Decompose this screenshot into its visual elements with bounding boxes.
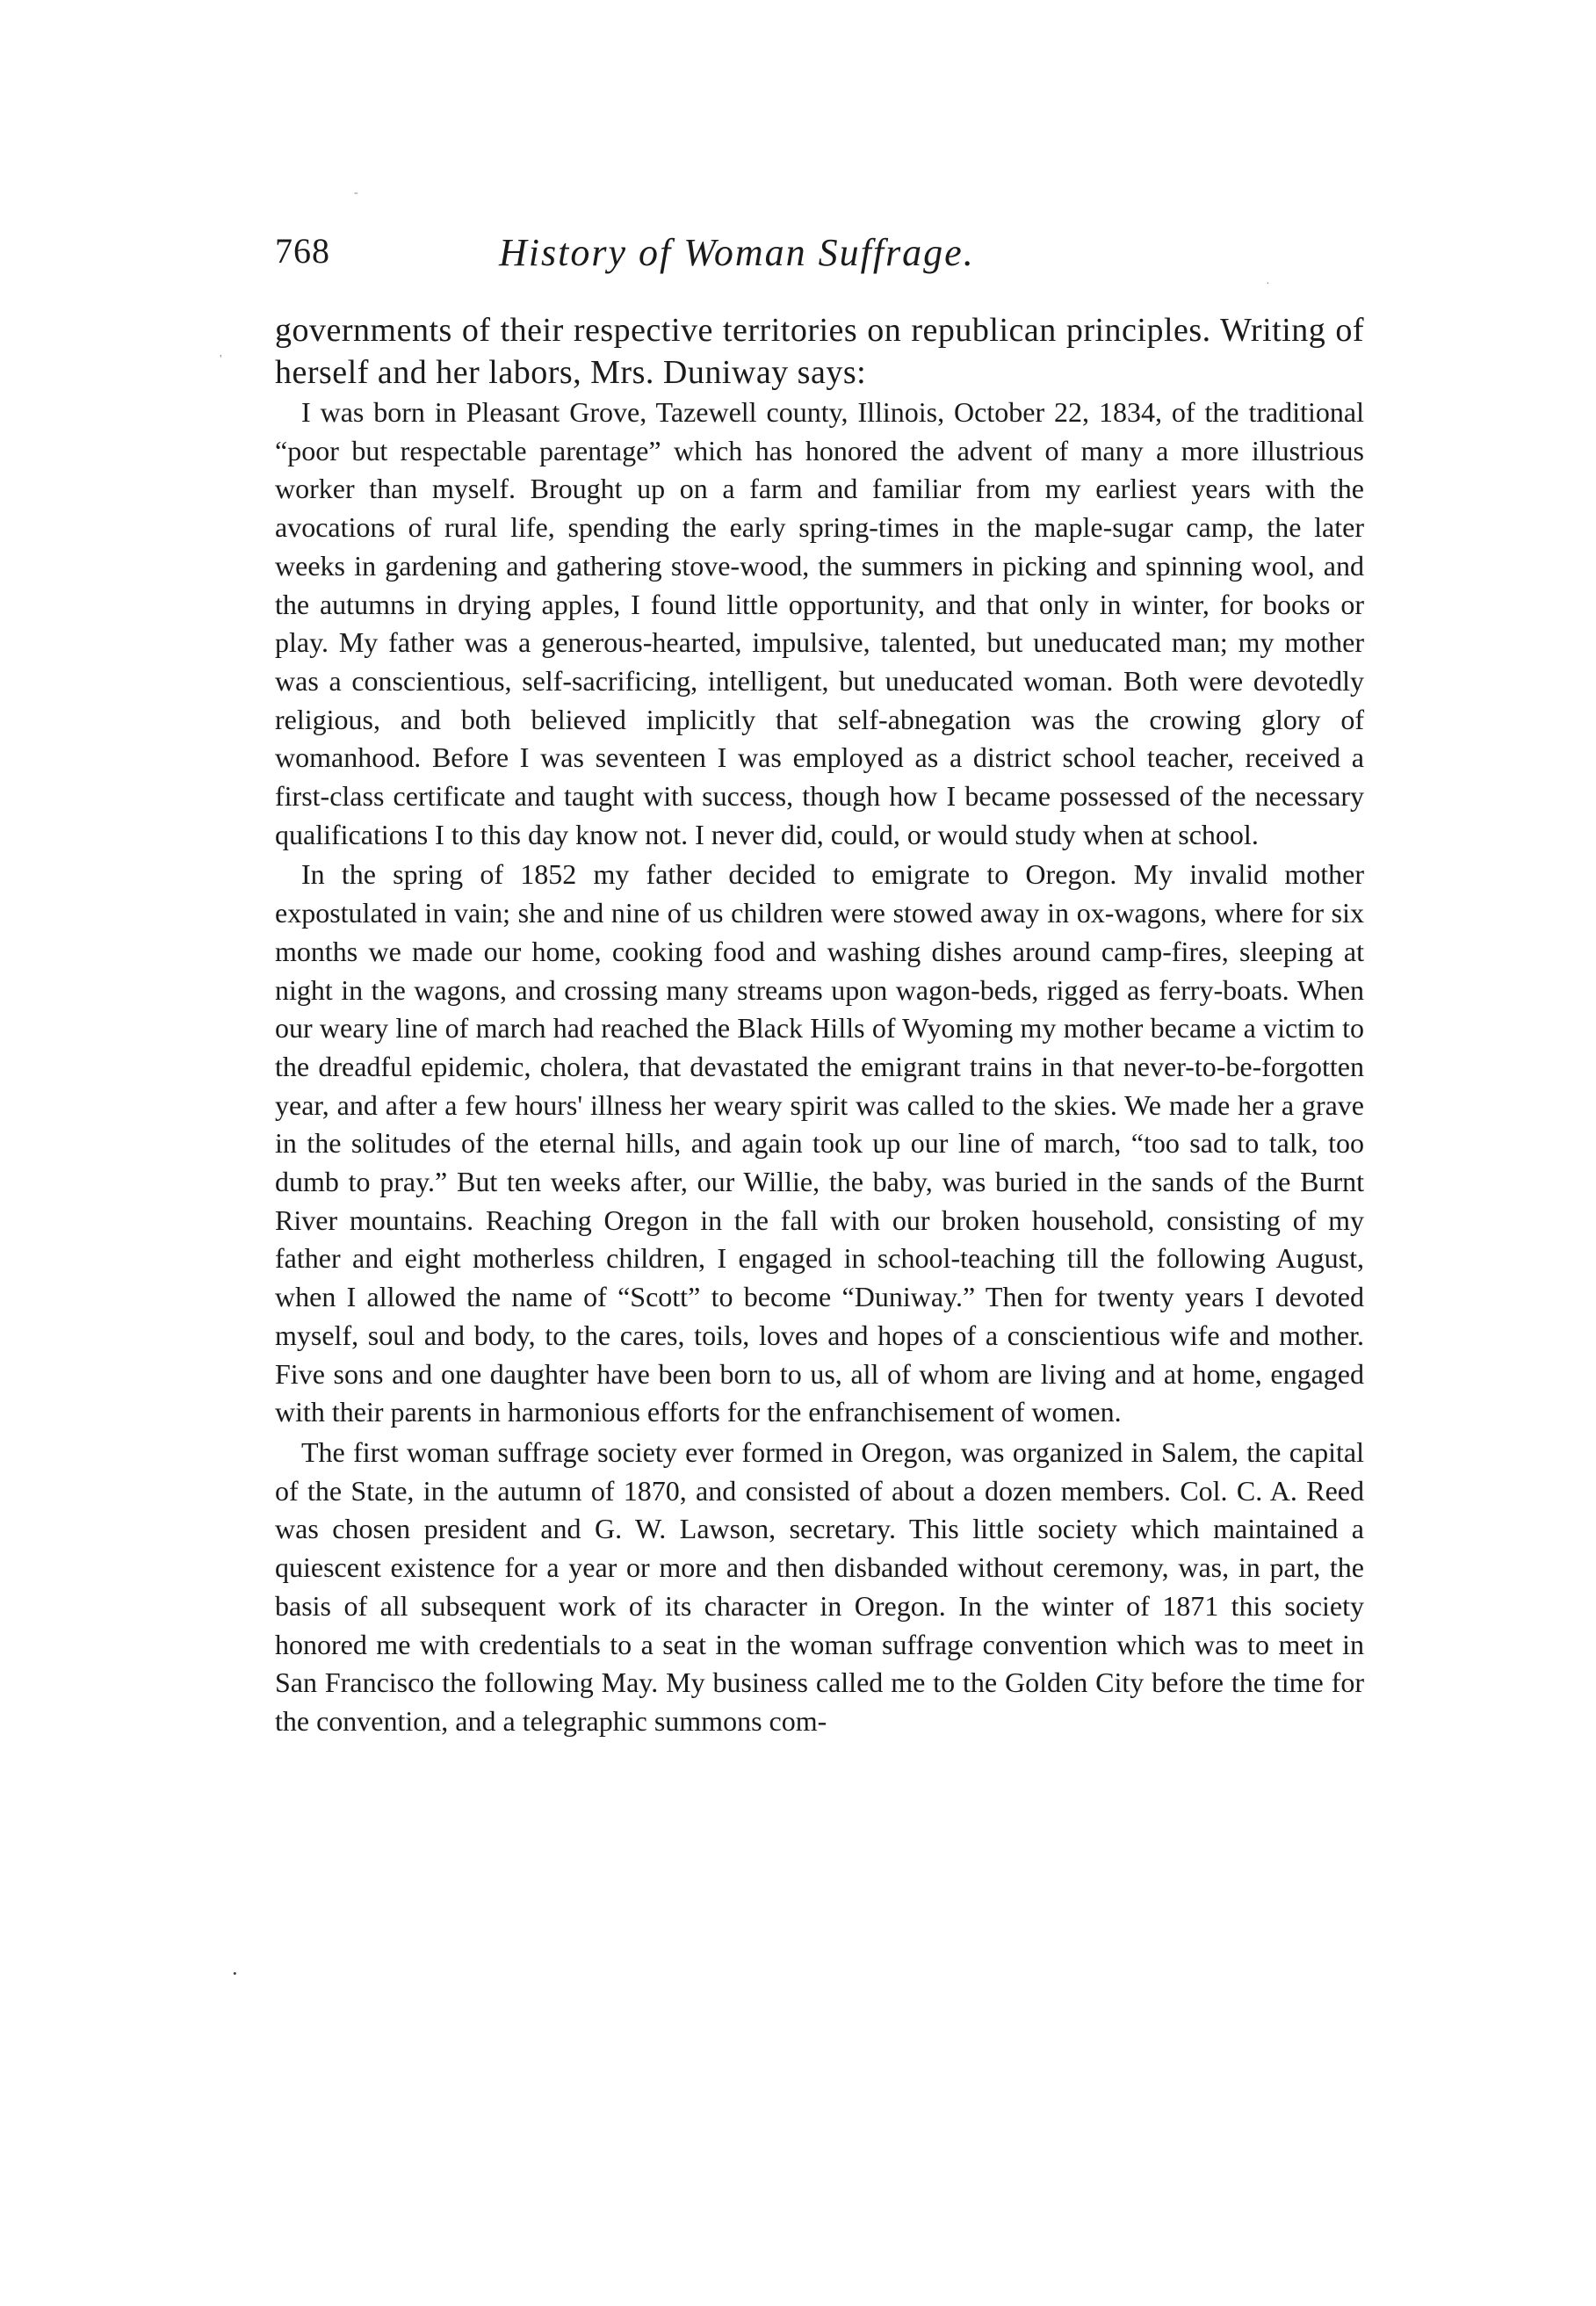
quote-paragraph-1: I was born in Pleasant Grove, Tazewell county, Illinois, October 22, 1834, of the traditional “poor but respectable parentage” which has honored the advent of many a more illustrious worker than myself. Brought up on a farm and familiar from my earliest years with the avocations of rural life, spending the early spring-times in the maple-sugar camp, the later weeks in gardening and gathering stove-wood, the summers in picking and spinning wool, and the autumns in drying apples, I found little opportunity, and that only in winter, for books or play. My father was a generous-hearted, impulsive, talented, but uneducated man; my mother was a conscientious, self-sacrificing, intelligent, but uneducated woman. Both were devotedly religious, and both believed implicitly that self-abnegation was the crowing glory of womanhood. Before I was seventeen I was employed as a district school teacher, received a first-class certificate and taught with success, though how I became possessed of the necessary qualifications I to this day know not. I never did, could, or would study when at school. — [275, 396, 1364, 850]
page-number: 768 — [275, 231, 330, 271]
running-head — [275, 230, 1364, 286]
ink-speck: · — [1266, 278, 1270, 291]
ink-speck: ' — [220, 353, 222, 366]
quote-paragraph-2: In the spring of 1852 my father decided to emigrate to Oregon. My invalid mother expostulated in vain; she and nine of us children were stowed away in ox-wagons, where for six months we made our home, cooking food and washing dishes around camp-fires, sleeping at night in the wagons, and crossing many streams upon wagon-beds, rigged as ferry-boats. When our weary line of march had reached the Black Hills of Wyoming my mother became a victim to the dreadful epidemic, cholera, that devastated the emigrant trains in that never-to-be-forgotten year, and after a few hours' illness her weary spirit was called to the skies. We made her a grave in the solitudes of the eternal hills, and again took up our line of march, “too sad to talk, too dumb to pray.” But ten weeks after, our Willie, the baby, was buried in the sands of the Burnt River mountains. Reaching Oregon in the fall with our broken household, consisting of my father and eight motherless children, I engaged in school-teaching till the following August, when I allowed the name of “Scott” to become “Duniway.” Then for twenty years I devoted myself, soul and body, to the cares, toils, loves and hopes of a conscientious wife and mother. Five sons and one daughter have been born to us, all of whom are living and at home, engaged with their parents in harmonious efforts for the enfranchisement of women. — [275, 858, 1364, 1428]
ink-speck: · — [231, 1961, 239, 1986]
running-title: History of Woman Suffrage. — [499, 231, 975, 274]
quote-paragraph-3: The first woman suffrage society ever formed in Oregon, was organized in Salem, the capital of the State, in the autumn of 1870, and consisted of about a dozen members. Col. C. A. Reed was chosen president and G. W. Lawson, secretary. This little society which maintained a quiescent existence for a year or more and then disbanded without ceremony, was, in part, the basis of all subsequent work of its character in Oregon. In the winter of 1871 this society honored me with credentials to a seat in the woman suffrage convention which was to meet in San Francisco the following May. My business called me to the Golden City before the time for the convention, and a telegraphic summons com- — [275, 1435, 1364, 1737]
ink-speck: - — [354, 186, 358, 199]
intro-paragraph: governments of their respective territories on republican principles. Writing of herself and her labors, Mrs. Duniway says: — [275, 312, 1364, 391]
page-body — [275, 309, 1364, 1741]
